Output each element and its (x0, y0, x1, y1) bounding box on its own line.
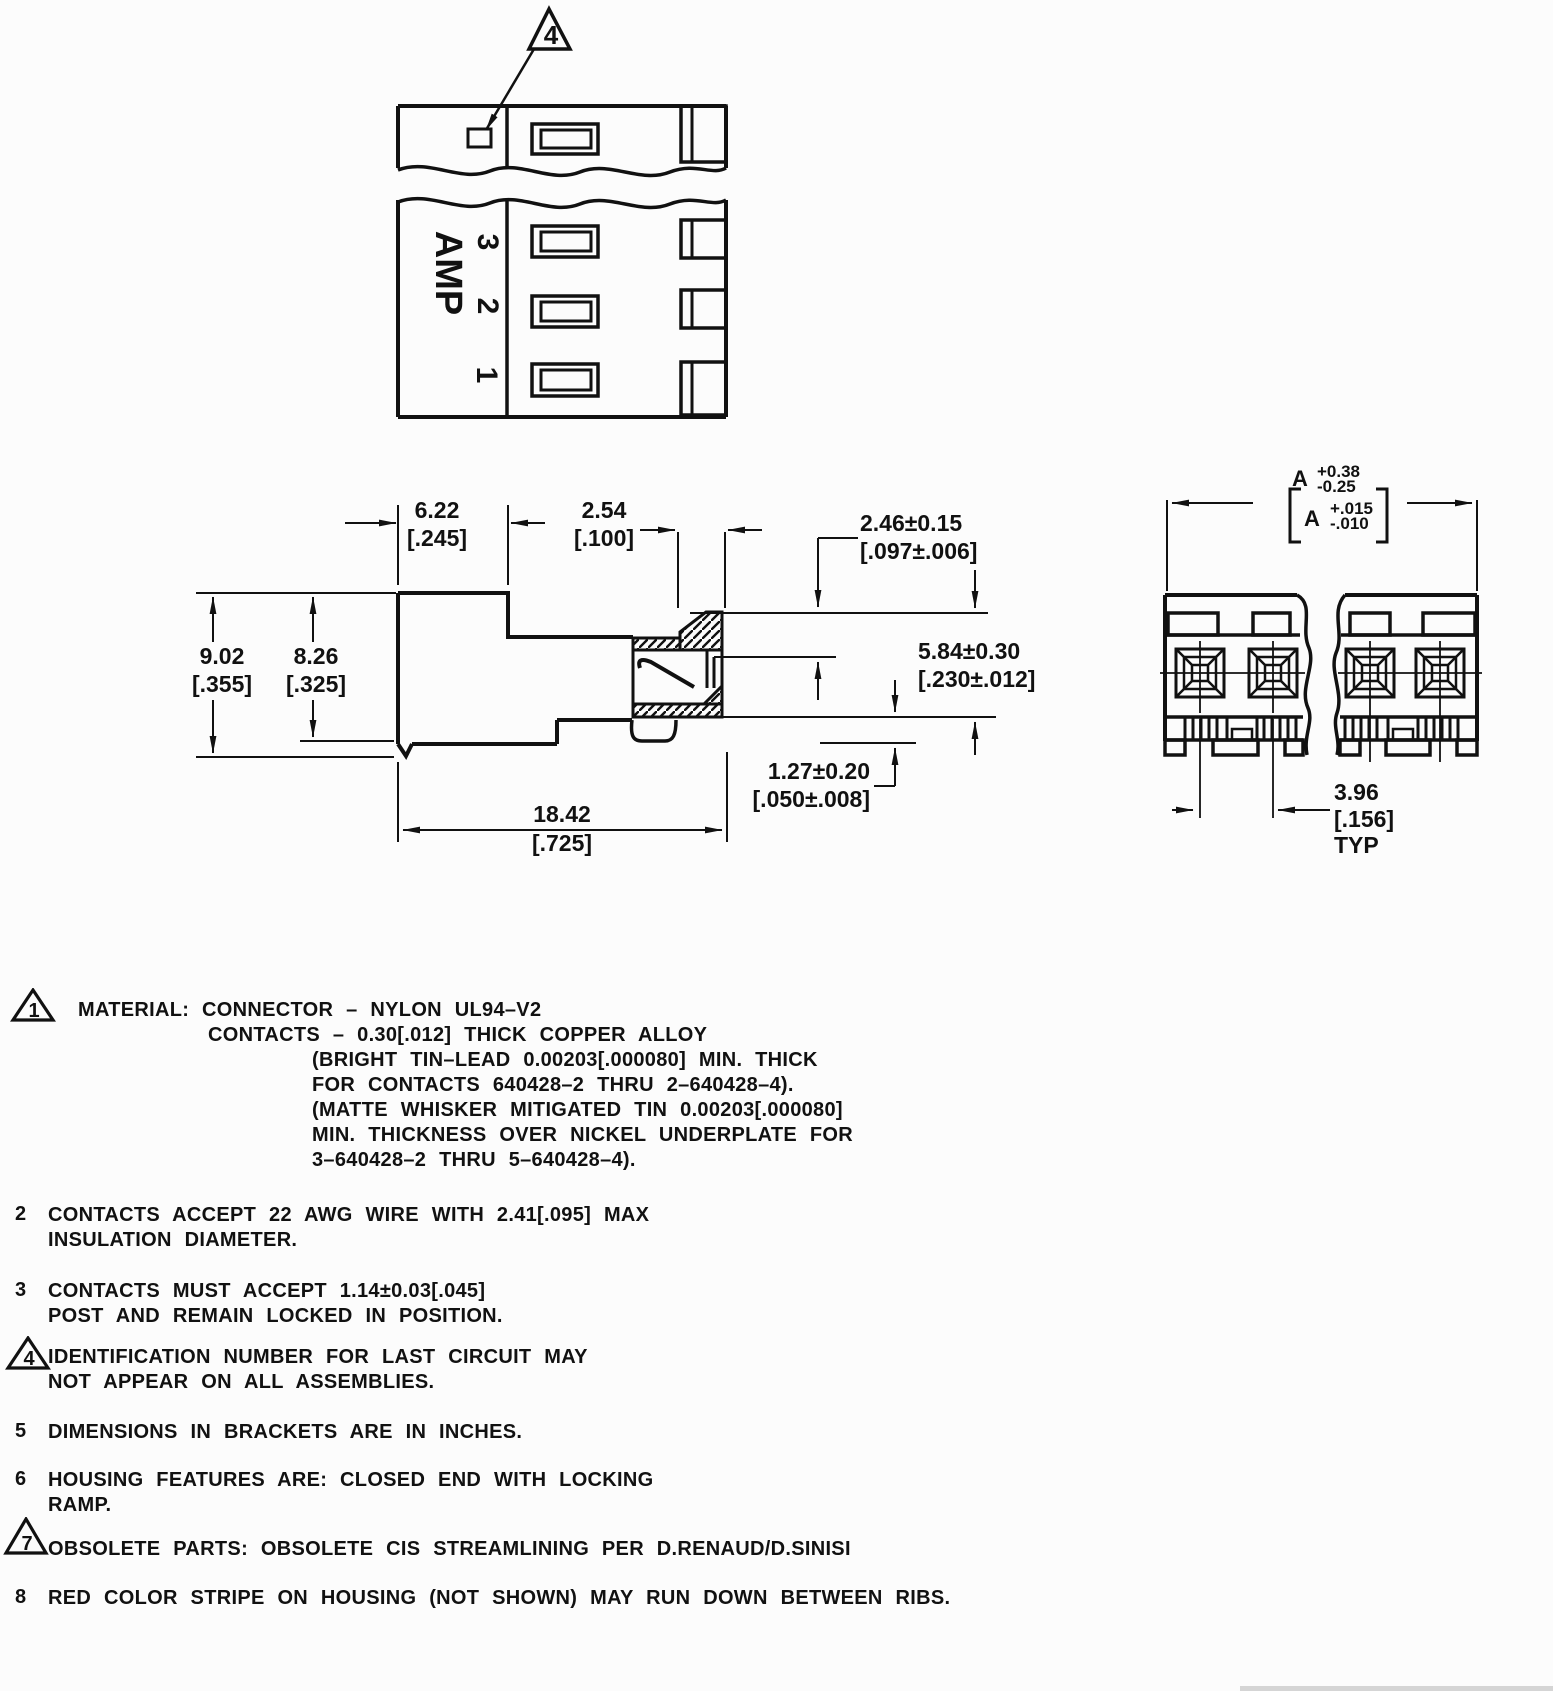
note-line: MATERIAL: CONNECTOR – NYLON UL94–V2 (78, 999, 542, 1021)
note-7 (48, 1537, 851, 1562)
front-outline (1165, 595, 1477, 741)
dim-2.54-in: [.100] (573, 525, 635, 551)
note-5-number: 5 (15, 1420, 27, 1442)
flag-note-4-number: 4 (543, 20, 559, 50)
note-line: NOT APPEAR ON ALL ASSEMBLIES. (48, 1371, 435, 1393)
top-view (398, 9, 726, 417)
dim-A-inch-label: A (1304, 506, 1320, 531)
dim-A-inch-minus: -.010 (1330, 514, 1369, 533)
dim-18.42-in: [.725] (531, 830, 593, 856)
note-line: POST AND REMAIN LOCKED IN POSITION. (48, 1305, 503, 1327)
dim-A-metric-plus: +0.38 (1317, 462, 1361, 481)
note-6-number: 6 (15, 1468, 27, 1490)
locking-lance-wedge (680, 612, 722, 650)
note-1 (78, 998, 853, 1173)
note-6 (48, 1468, 654, 1518)
note-4-flag-triangle (5, 1336, 51, 1372)
note-line: INSULATION DIAMETER. (48, 1229, 298, 1251)
dim-2.46-in: [.097±.006] (860, 538, 978, 564)
dim-8.26-in: [.325] (285, 671, 347, 697)
dim-6.22-mm: 6.22 (414, 497, 460, 523)
contact-slot-windows (532, 124, 598, 396)
dim-8.26-mm: 8.26 (293, 643, 339, 669)
note-7-flag-number: 7 (21, 1533, 33, 1555)
standoff-feet (1165, 740, 1477, 755)
dim-3.96-in: [.156] (1334, 806, 1395, 832)
identification-mark (468, 129, 491, 147)
bottom-ribs (1185, 717, 1458, 740)
circuit-label-3: 3 (471, 233, 504, 251)
dim-1.27-mm: 1.27±0.20 (767, 758, 870, 784)
note-line: MIN. THICKNESS OVER NICKEL UNDERPLATE FOR (312, 1124, 854, 1146)
note-5 (48, 1420, 522, 1445)
dim-18.42-mm: 18.42 (533, 801, 591, 827)
polarizing-notches (1168, 613, 1475, 635)
note-line: (BRIGHT TIN–LEAD 0.00203[.000080] MIN. THICK (312, 1049, 818, 1071)
dim-5.84-mm: 5.84±0.30 (918, 638, 1021, 664)
note-line: DIMENSIONS IN BRACKETS ARE IN INCHES. (48, 1421, 523, 1443)
housing-profile (398, 593, 633, 756)
note-line: CONTACTS – 0.30[.012] THICK COPPER ALLOY (208, 1024, 708, 1046)
dim-A-metric-minus: -0.25 (1317, 477, 1356, 496)
dim-2.46-mm: 2.46±0.15 (860, 510, 963, 536)
note-4-flag-number: 4 (23, 1348, 35, 1370)
circuit-label-2: 2 (471, 297, 504, 315)
contact-section-hatched (633, 612, 722, 717)
note-8-number: 8 (15, 1586, 27, 1608)
note-line: RED COLOR STRIPE ON HOUSING (NOT SHOWN) MAY RUN DOWN BETWEEN RIBS. (48, 1587, 951, 1609)
note-3-number: 3 (15, 1279, 27, 1301)
note-line: 3–640428–2 THRU 5–640428–4). (312, 1149, 636, 1171)
dim-3.96-typ: TYP (1334, 832, 1379, 858)
break-line (398, 167, 726, 208)
note-1-flag-triangle (10, 988, 56, 1024)
dim-6.22-in: [.245] (406, 525, 468, 551)
note-line: FOR CONTACTS 640428–2 THRU 2–640428–4). (312, 1074, 794, 1096)
flag-note-4-leader (486, 49, 534, 130)
dim-9.02-mm: 9.02 (199, 643, 245, 669)
front-view (1160, 595, 1482, 818)
note-1-flag-number: 1 (28, 1000, 40, 1022)
bottom-rib-band (1165, 717, 1477, 740)
note-8 (48, 1586, 950, 1611)
side-latch-tabs (681, 106, 726, 415)
dim-3.96-mm: 3.96 (1334, 779, 1379, 805)
note-line: CONTACTS MUST ACCEPT 1.14±0.03[.045] (48, 1280, 486, 1302)
scan-artifact (1240, 1686, 1553, 1691)
dim-5.84-in: [.230±.012] (918, 666, 1036, 692)
dim-A-metric-label: A (1292, 466, 1308, 491)
note-3 (48, 1279, 503, 1329)
note-line: CONTACTS ACCEPT 22 AWG WIRE WITH 2.41[.095] MAX (48, 1204, 650, 1226)
side-view (398, 593, 722, 756)
note-line: IDENTIFICATION NUMBER FOR LAST CIRCUIT MAY (48, 1346, 588, 1368)
brand-label: AMP (427, 230, 469, 316)
contact-spring (639, 660, 694, 687)
note-line: OBSOLETE PARTS: OBSOLETE CIS STREAMLINING PER D.RENAUD/D.SINISI (48, 1538, 851, 1560)
dim-A-inch-plus: +.015 (1330, 499, 1374, 518)
circuit-label-1: 1 (470, 366, 503, 384)
note-line: RAMP. (48, 1494, 112, 1516)
note-4 (48, 1345, 588, 1395)
dim-9.02-in: [.355] (191, 671, 253, 697)
note-2 (48, 1203, 649, 1253)
note-7-flag-triangle (3, 1517, 49, 1557)
note-line: HOUSING FEATURES ARE: CLOSED END WITH LOCKING (48, 1469, 654, 1491)
wire-barrel-bump (631, 720, 676, 741)
note-2-number: 2 (15, 1203, 27, 1225)
dim-1.27-in: [.050±.008] (752, 786, 870, 812)
note-line: (MATTE WHISKER MITIGATED TIN 0.00203[.000080] (312, 1099, 843, 1121)
front-break-line (1297, 595, 1345, 755)
dim-2.54-mm: 2.54 (581, 497, 627, 523)
